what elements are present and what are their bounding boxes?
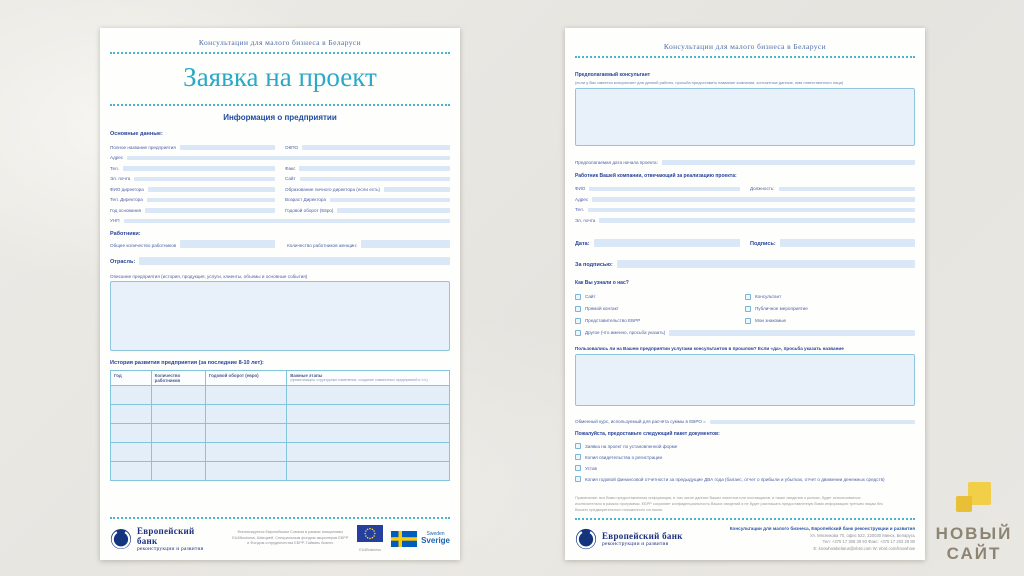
responsible-position-label: Должность: — [750, 186, 775, 191]
eu-flag-icon — [357, 525, 383, 542]
contact-web: E: knowhowbelarus@ebrd.com W: ebrd.com/knowhow — [813, 545, 915, 551]
form-row — [575, 235, 915, 247]
contact-phone: Тел: +375 17 308 39 93 Факс: +375 17 203 25 80 — [822, 539, 915, 545]
form-row — [575, 191, 915, 202]
how-heard-option: Публичное мероприятие — [745, 306, 915, 312]
history-table-row — [111, 424, 450, 443]
dotted-divider — [575, 56, 915, 58]
turnover-label: Годовой оборот (Евро) — [285, 207, 334, 213]
form-row — [575, 414, 915, 425]
history-table-row — [111, 462, 450, 481]
form-row — [110, 160, 450, 171]
form-row — [110, 213, 450, 224]
how-heard-option: Прямой контакт — [575, 306, 745, 312]
history-cell[interactable] — [151, 462, 205, 481]
checkbox-direct-contact[interactable] — [575, 306, 581, 312]
history-cell[interactable] — [287, 424, 450, 443]
how-heard-option: Представительство ЕБРР — [575, 318, 745, 324]
industry-label: Отрасль: — [110, 259, 136, 265]
tel-label: Тел. — [110, 165, 119, 171]
responsible-person-label: Работник Вашей компании, отвечающий за реализацию проекта: — [575, 172, 737, 179]
responsible-email-label: Эл. почта — [575, 217, 596, 223]
address-label: Адрес — [110, 155, 124, 160]
page-footer — [575, 490, 915, 552]
dotted-divider — [110, 52, 450, 54]
history-cell[interactable] — [205, 405, 286, 424]
history-cell[interactable] — [111, 405, 152, 424]
history-cell[interactable] — [151, 443, 205, 462]
history-table-row — [111, 443, 450, 462]
checkbox-consultant[interactable] — [745, 294, 751, 300]
checkbox-acquaintances[interactable] — [745, 318, 751, 324]
company-description-textarea[interactable] — [110, 281, 450, 351]
document-item: Заявка на проект по установленной форме — [575, 443, 915, 449]
history-cell[interactable] — [111, 443, 152, 462]
signature-label: Подпись: — [750, 240, 776, 247]
watermark-line2: САЙТ — [946, 544, 1002, 564]
dotted-divider — [575, 518, 915, 520]
form-row — [110, 192, 450, 203]
fax-label: Факс — [285, 165, 296, 171]
how-heard-option-other: Другое (что именно, просьба указать) — [575, 330, 915, 336]
history-table-row — [111, 405, 450, 424]
checkbox-website[interactable] — [575, 294, 581, 300]
date-label: Дата: — [575, 240, 590, 247]
website-label: Сайт — [285, 176, 296, 181]
how-heard-option: Мои знакомые — [745, 318, 915, 324]
history-col-workers: Количество работников — [151, 371, 205, 386]
history-col-milestones: Важные этапы (приватизация, структурные изменения, создание совместных предприятий и т.п.) — [287, 371, 450, 386]
history-cell[interactable] — [205, 386, 286, 405]
checkbox-financial-statements[interactable] — [575, 476, 581, 482]
history-cell[interactable] — [287, 386, 450, 405]
responsible-email-input[interactable] — [599, 218, 915, 223]
workers-total-label: Общее количество работников — [110, 243, 177, 248]
eu-flag-block — [357, 525, 383, 552]
form-row — [110, 139, 450, 150]
checkbox-ebrd-office[interactable] — [575, 318, 581, 324]
form-row — [110, 253, 450, 265]
new-site-logo-icon — [928, 482, 1020, 524]
checkbox-other[interactable] — [575, 330, 581, 336]
exchange-rate-input[interactable] — [710, 420, 915, 425]
history-cell[interactable] — [205, 424, 286, 443]
history-cell[interactable] — [205, 443, 286, 462]
history-table-row — [111, 386, 450, 405]
industry-input[interactable] — [139, 257, 450, 265]
ebrd-subname: реконструкции и развития — [136, 545, 204, 552]
document-item: Устав — [575, 465, 915, 471]
ebrd-logo-icon — [575, 528, 597, 550]
workers-total-input[interactable] — [180, 240, 275, 248]
form-row — [575, 212, 915, 223]
funding-note: Финансируется Европейским Союзом в рамках инициативы EU4Business, Швецией, Специальным фондом акционеров ЕБРР и Фондом сотрудничества ЕБРР-Тайвань бизнес — [232, 530, 349, 546]
signature-input[interactable] — [780, 239, 915, 247]
history-col-turnover: Годовой оборот (евро) — [205, 371, 286, 386]
application-form-page-2 — [565, 28, 925, 560]
dotted-divider — [110, 104, 450, 106]
form-row — [110, 150, 450, 161]
ebrd-logo-block — [110, 526, 217, 552]
ebrd-logo-icon — [110, 528, 132, 550]
history-cell[interactable] — [287, 405, 450, 424]
company-description-label: Описание предприятия (история, продукция, услуги, клиенты, объемы и основные события) — [110, 274, 308, 279]
page-title: Заявка на проект — [183, 62, 377, 92]
eu4business-label: EU4Business — [359, 548, 381, 552]
program-header: Консультации для малого бизнеса в Беларуси — [663, 42, 827, 51]
how-heard-option: Сайт — [575, 294, 745, 300]
basic-data-label: Основные данные: — [110, 131, 163, 137]
proposed-consultant-label: Предполагаемый консультант — [575, 72, 651, 78]
exchange-rate-label: Обменный курс, используемый для расчёта суммы в ЕВРО = — [575, 419, 706, 424]
contact-address: Ул. Мясникова 70, офис 522, 220030 Минск, Беларусь — [809, 533, 915, 539]
new-site-watermark — [928, 482, 1020, 565]
other-source-input[interactable] — [669, 330, 915, 336]
form-row — [110, 239, 450, 248]
workers-label: Работники: — [110, 231, 141, 237]
checkbox-charter[interactable] — [575, 465, 581, 471]
founded-year-label: Год основания — [110, 207, 142, 213]
form-row — [575, 181, 915, 192]
director-education-label: Образование личного директора (если есть) — [285, 186, 381, 192]
workers-women-label: Количество работников женщин: — [287, 243, 358, 248]
workers-women-input[interactable] — [361, 240, 450, 248]
program-header: Консультации для малого бизнеса в Беларуси — [198, 38, 362, 47]
director-name-label: ФИО директора — [110, 186, 144, 192]
history-col-milestones-note: (приватизация, структурные изменения, создание совместных предприятий и т.п.) — [290, 378, 428, 382]
company-name-label: Полное название предприятия — [110, 144, 176, 150]
director-tel-label: Тел. Директора — [110, 197, 143, 202]
form-row — [575, 202, 915, 213]
okpo-label: ОКПО — [285, 144, 299, 150]
checkbox-application-form[interactable] — [575, 443, 581, 449]
responsible-address-label: Адрес — [575, 196, 589, 202]
proposed-consultant-note: (если у Вас имеется консультант для данной работы, просьба предоставить название компании, контактные данные, имя ответственного лица) — [575, 80, 844, 85]
history-col-year: Год — [111, 371, 152, 386]
contact-block — [730, 526, 915, 552]
history-cell[interactable] — [151, 405, 205, 424]
checkbox-registration-copy[interactable] — [575, 454, 581, 460]
date-input[interactable] — [594, 239, 740, 247]
signed-by-label: За подписью: — [575, 261, 613, 268]
history-cell[interactable] — [205, 462, 286, 481]
responsible-tel-label: Тел. — [575, 207, 584, 212]
unp-input[interactable] — [124, 219, 450, 224]
history-cell[interactable] — [287, 462, 450, 481]
dotted-divider — [110, 517, 450, 519]
history-cell[interactable] — [287, 443, 450, 462]
how-heard-option: Консультант — [745, 294, 915, 300]
documents-title: Пожалуйста, предоставьте следующий пакет документов: — [575, 431, 720, 437]
signed-by-input[interactable] — [617, 260, 915, 268]
history-cell[interactable] — [151, 424, 205, 443]
page-footer — [110, 512, 450, 552]
history-cell[interactable] — [111, 462, 152, 481]
history-cell[interactable] — [111, 386, 152, 405]
history-cell[interactable] — [111, 424, 152, 443]
director-age-label: Возраст Директора — [285, 197, 327, 202]
ebrd-subname: реконструкции и развития — [602, 541, 669, 548]
history-label: История развития предприятия (за последние 8-10 лет): — [110, 360, 264, 366]
ebrd-name: Европейский банк — [136, 525, 195, 546]
form-row — [575, 256, 915, 268]
ebrd-logo-block — [575, 528, 683, 550]
start-date-label: Предполагаемая дата начала проекта: — [575, 159, 658, 165]
how-heard-title: Как Вы узнали о нас? — [575, 279, 629, 286]
checkbox-public-event[interactable] — [745, 306, 751, 312]
past-consultants-textarea[interactable] — [575, 354, 915, 406]
responsible-fio-label: ФИО — [575, 186, 586, 191]
sweden-flag-icon — [391, 531, 417, 547]
form-row — [110, 202, 450, 213]
start-date-input[interactable] — [662, 160, 915, 165]
section-title-company-info: Информация о предприятии — [223, 113, 337, 122]
contact-title: Консультации для малого бизнеса, Европейский банк реконструкции и развития — [729, 526, 915, 532]
unp-label: УНП — [110, 218, 120, 223]
confidentiality-disclaimer: Примечание: вся Вами предоставленная информация, в том числе данные Ваших клиентов или поставщиков, а также сведения о рынках, будет использоваться исключительно в рамках программы. ЕБРР сохраняет конфиденциальность Ваших сведений и не будет разглашать предоставленную Вами информацию третьим лицам без Вашего предварительного письменного согласия. — [575, 496, 883, 512]
sweden-flag-block — [391, 531, 450, 547]
past-consultants-label: Пользовались ли на Вашем предприятии услугами консультантов в прошлом? Если «да», просьба указать название — [575, 345, 844, 351]
watermark-line1: НОВЫЙ — [935, 524, 1013, 543]
form-row — [575, 154, 915, 165]
proposed-consultant-textarea[interactable] — [575, 88, 915, 146]
ebrd-name: Европейский банк — [602, 531, 683, 542]
document-item: Копия годовой финансовой отчетности за предыдущие ДВА года (баланс, отчет о прибыли и убытках, отчет о движении денежных средств) — [575, 476, 915, 482]
company-history-table — [110, 370, 450, 481]
history-cell[interactable] — [151, 386, 205, 405]
form-row — [110, 181, 450, 192]
application-form-page-1 — [100, 28, 460, 560]
sweden-wordmark-sv: Sverige — [421, 535, 450, 545]
sweden-wordmark-en: Sweden — [426, 530, 445, 537]
email-label: Эл. почта — [110, 176, 131, 181]
document-item: Копия свидетельства о регистрации — [575, 454, 915, 460]
form-row — [110, 171, 450, 182]
